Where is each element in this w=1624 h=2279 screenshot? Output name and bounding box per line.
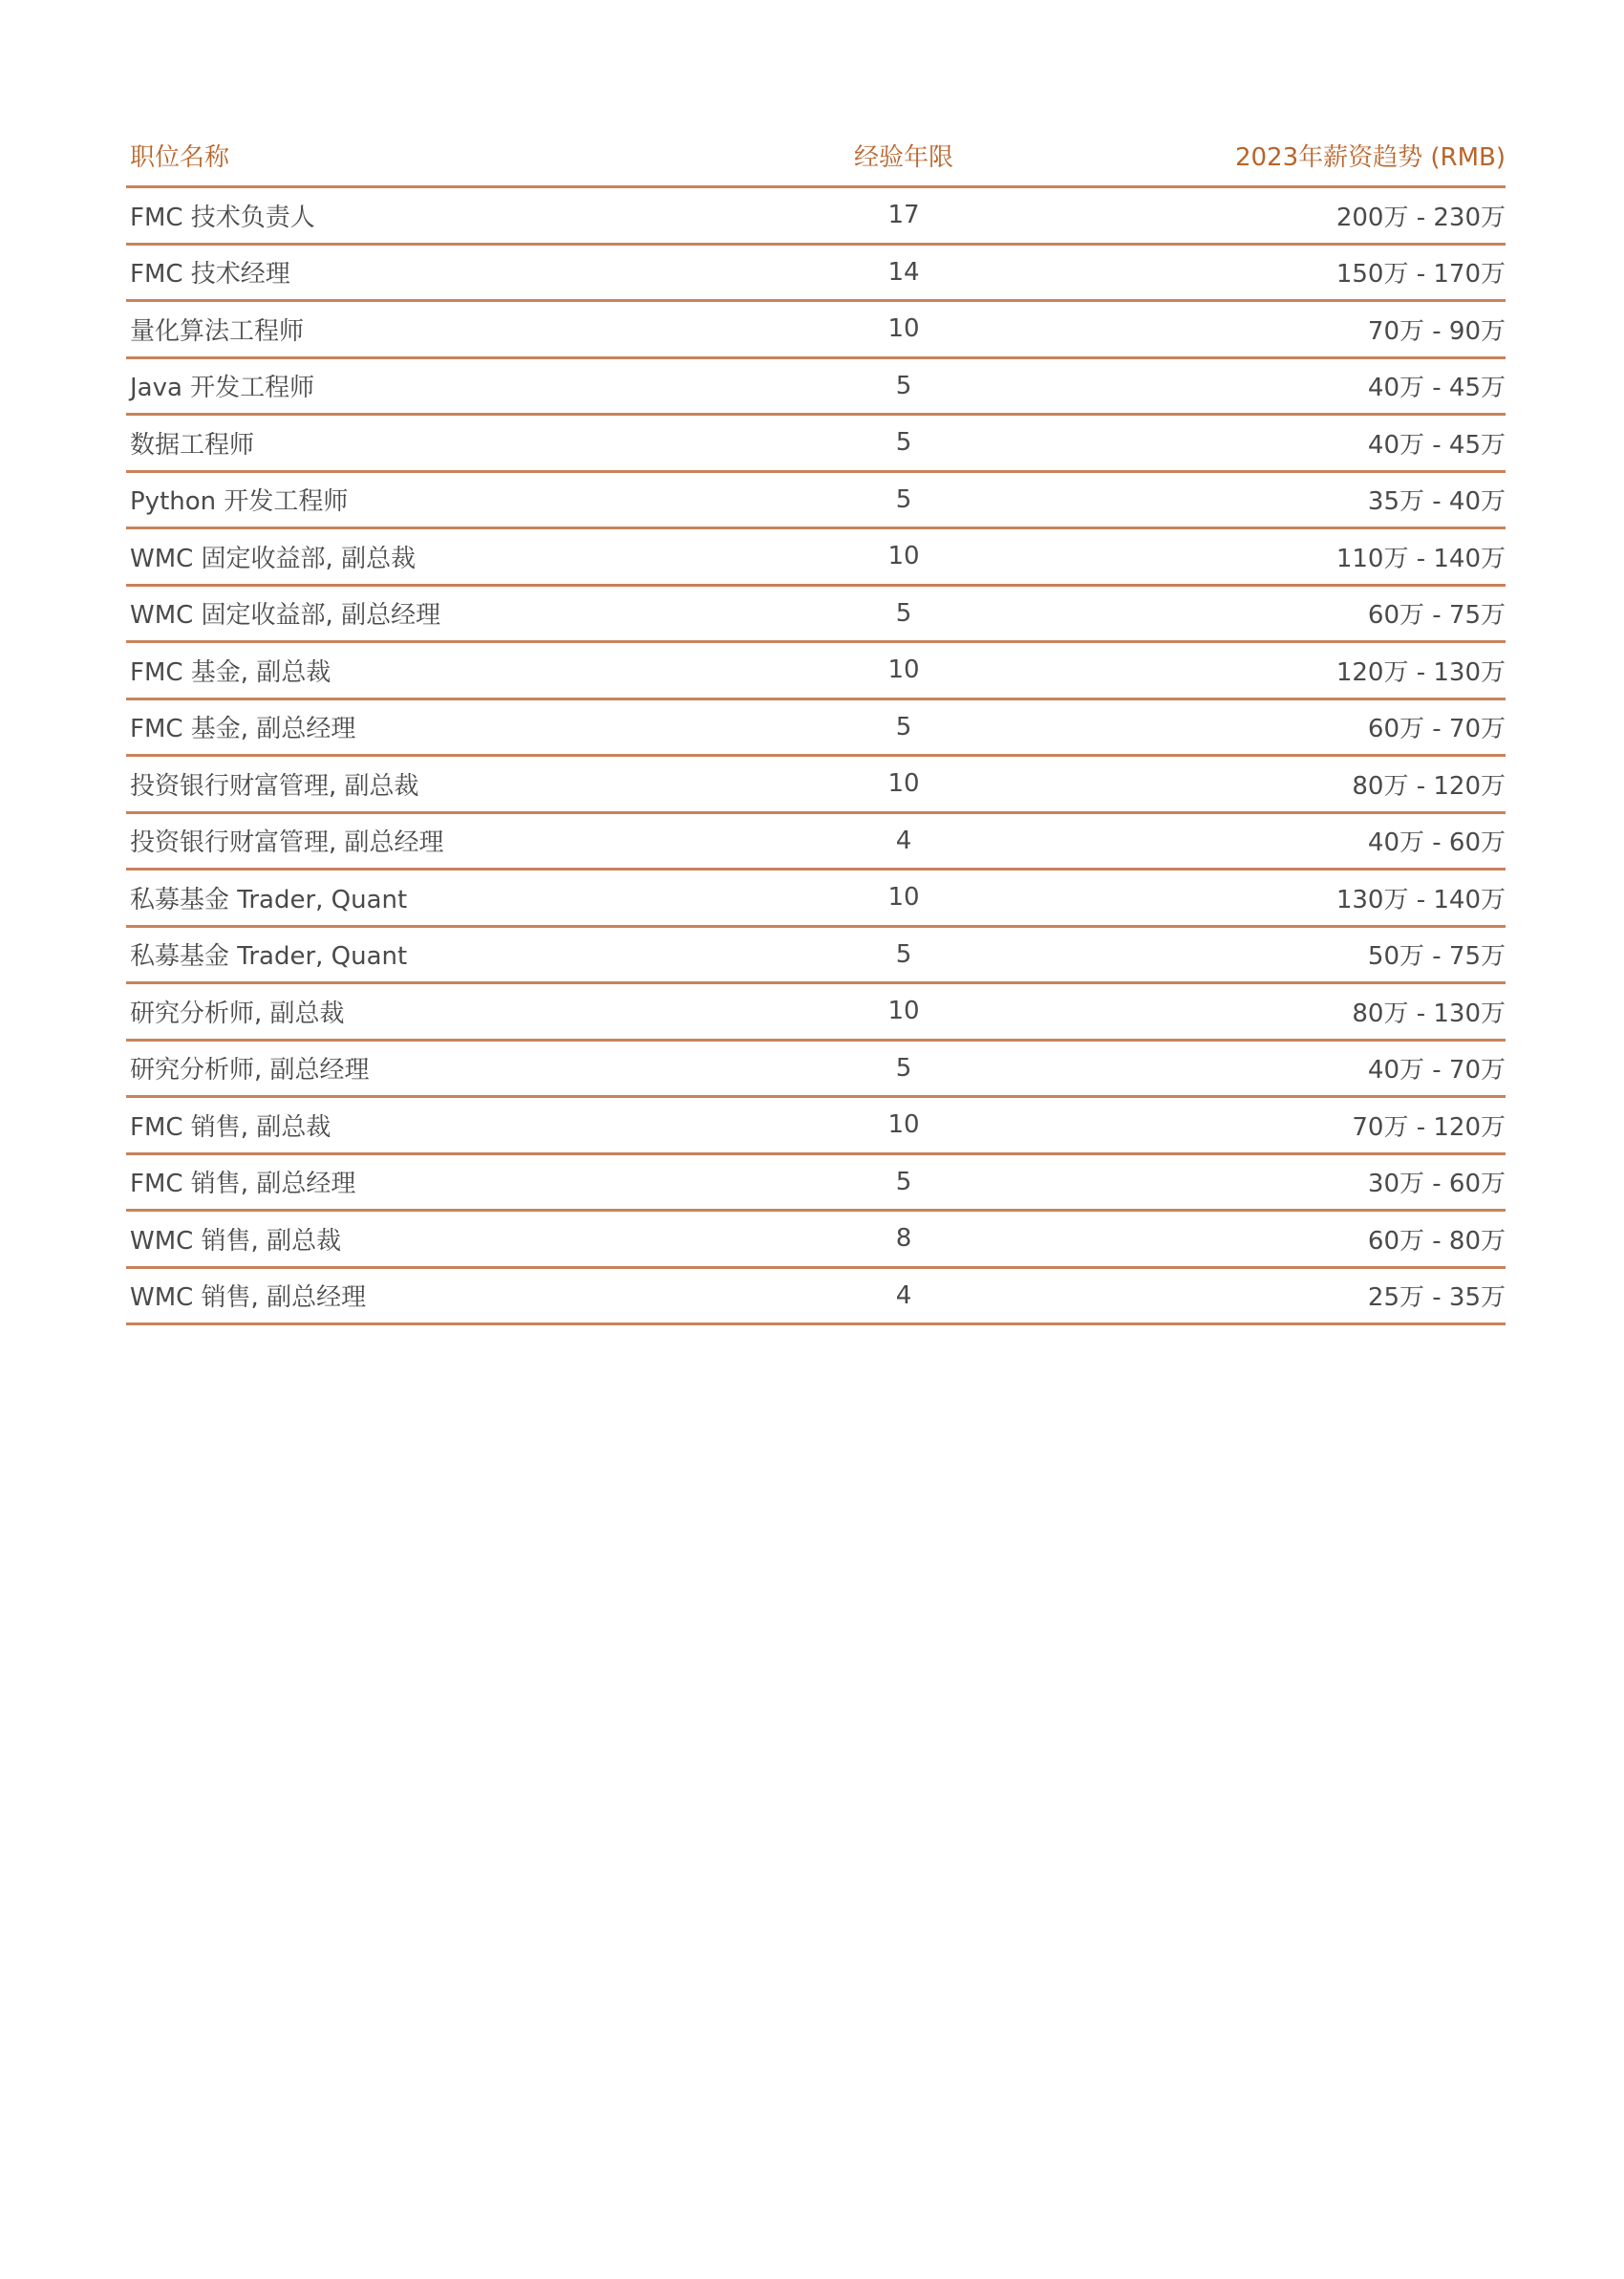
experience-cell: 5 [895, 484, 912, 514]
table-row [126, 1042, 1506, 1099]
table-row [126, 1098, 1506, 1155]
experience-cell: 10 [887, 542, 920, 571]
table-header [126, 124, 1506, 188]
header-title: 职位名称 [130, 142, 230, 172]
table-row [126, 1155, 1506, 1213]
table-row [126, 1212, 1506, 1269]
salary-cell: 35万 - 40万 [1367, 487, 1506, 517]
job-title-cell: WMC 固定收益部, 副总裁 [130, 544, 417, 573]
table-row [126, 473, 1506, 530]
experience-cell: 5 [895, 371, 912, 400]
experience-cell: 5 [895, 712, 912, 742]
experience-cell: 8 [895, 1224, 912, 1254]
job-title-cell: Java 开发工程师 [130, 374, 315, 403]
salary-table [126, 124, 1506, 1325]
job-title-cell: FMC 基金, 副总裁 [130, 657, 331, 687]
experience-cell: 10 [887, 314, 920, 344]
salary-cell: 70万 - 120万 [1352, 1112, 1506, 1142]
job-title-cell: FMC 基金, 副总经理 [130, 715, 356, 744]
job-title-cell: 研究分析师, 副总裁 [130, 999, 345, 1028]
table-row [126, 643, 1506, 700]
table-row [126, 302, 1506, 359]
header-salary: 2023年薪资趋势 (RMB) [1234, 142, 1506, 172]
salary-cell: 80万 - 120万 [1352, 771, 1506, 801]
table-row [126, 757, 1506, 814]
table-row [126, 700, 1506, 758]
job-title-cell: 投资银行财富管理, 副总经理 [130, 828, 444, 858]
job-title-cell: FMC 技术负责人 [130, 203, 315, 232]
table-row [126, 359, 1506, 417]
salary-cell: 40万 - 60万 [1367, 828, 1506, 858]
salary-cell: 120万 - 130万 [1336, 657, 1506, 687]
table-row [126, 188, 1506, 246]
salary-cell: 130万 - 140万 [1336, 885, 1506, 914]
salary-cell: 40万 - 45万 [1367, 374, 1506, 403]
table-row [126, 529, 1506, 587]
job-title-cell: FMC 技术经理 [130, 260, 290, 290]
salary-cell: 25万 - 35万 [1367, 1283, 1506, 1313]
experience-cell: 4 [895, 826, 912, 855]
job-title-cell: WMC 销售, 副总裁 [130, 1226, 342, 1256]
experience-cell: 5 [895, 1167, 912, 1196]
job-title-cell: 私募基金 Trader, Quant [130, 885, 408, 914]
job-title-cell: FMC 销售, 副总裁 [130, 1112, 331, 1142]
experience-cell: 10 [887, 1110, 920, 1140]
salary-cell: 70万 - 90万 [1367, 316, 1506, 346]
table-row [126, 1269, 1506, 1326]
table-row [126, 928, 1506, 985]
job-title-cell: 投资银行财富管理, 副总裁 [130, 771, 419, 801]
job-title-cell: FMC 销售, 副总经理 [130, 1170, 356, 1199]
table-row [126, 587, 1506, 644]
table-row [126, 814, 1506, 871]
salary-cell: 80万 - 130万 [1352, 999, 1506, 1028]
table-row [126, 871, 1506, 928]
salary-cell: 110万 - 140万 [1336, 544, 1506, 573]
salary-cell: 150万 - 170万 [1336, 260, 1506, 290]
experience-cell: 10 [887, 769, 920, 799]
salary-cell: 60万 - 70万 [1367, 715, 1506, 744]
experience-cell: 4 [895, 1280, 912, 1310]
job-title-cell: 私募基金 Trader, Quant [130, 942, 408, 972]
salary-cell: 30万 - 60万 [1367, 1170, 1506, 1199]
table-row [126, 416, 1506, 473]
salary-cell: 60万 - 80万 [1367, 1226, 1506, 1256]
experience-cell: 10 [887, 656, 920, 685]
salary-cell: 40万 - 45万 [1367, 430, 1506, 460]
experience-cell: 5 [895, 1053, 912, 1083]
table-row [126, 984, 1506, 1042]
table-body [126, 188, 1506, 1325]
salary-cell: 200万 - 230万 [1336, 203, 1506, 232]
table-row [126, 246, 1506, 303]
experience-cell: 5 [895, 598, 912, 628]
salary-cell: 40万 - 70万 [1367, 1056, 1506, 1086]
salary-cell: 60万 - 75万 [1367, 601, 1506, 631]
header-experience: 经验年限 [853, 142, 953, 172]
experience-cell: 10 [887, 997, 920, 1026]
experience-cell: 5 [895, 428, 912, 458]
job-title-cell: 研究分析师, 副总经理 [130, 1056, 370, 1086]
job-title-cell: WMC 固定收益部, 副总经理 [130, 601, 441, 631]
experience-cell: 17 [887, 201, 920, 230]
experience-cell: 10 [887, 883, 920, 913]
salary-cell: 50万 - 75万 [1367, 942, 1506, 972]
job-title-cell: 量化算法工程师 [130, 316, 305, 346]
experience-cell: 5 [895, 939, 912, 969]
job-title-cell: WMC 销售, 副总经理 [130, 1283, 367, 1313]
job-title-cell: 数据工程师 [130, 430, 255, 460]
experience-cell: 14 [887, 257, 920, 287]
job-title-cell: Python 开发工程师 [130, 487, 349, 517]
